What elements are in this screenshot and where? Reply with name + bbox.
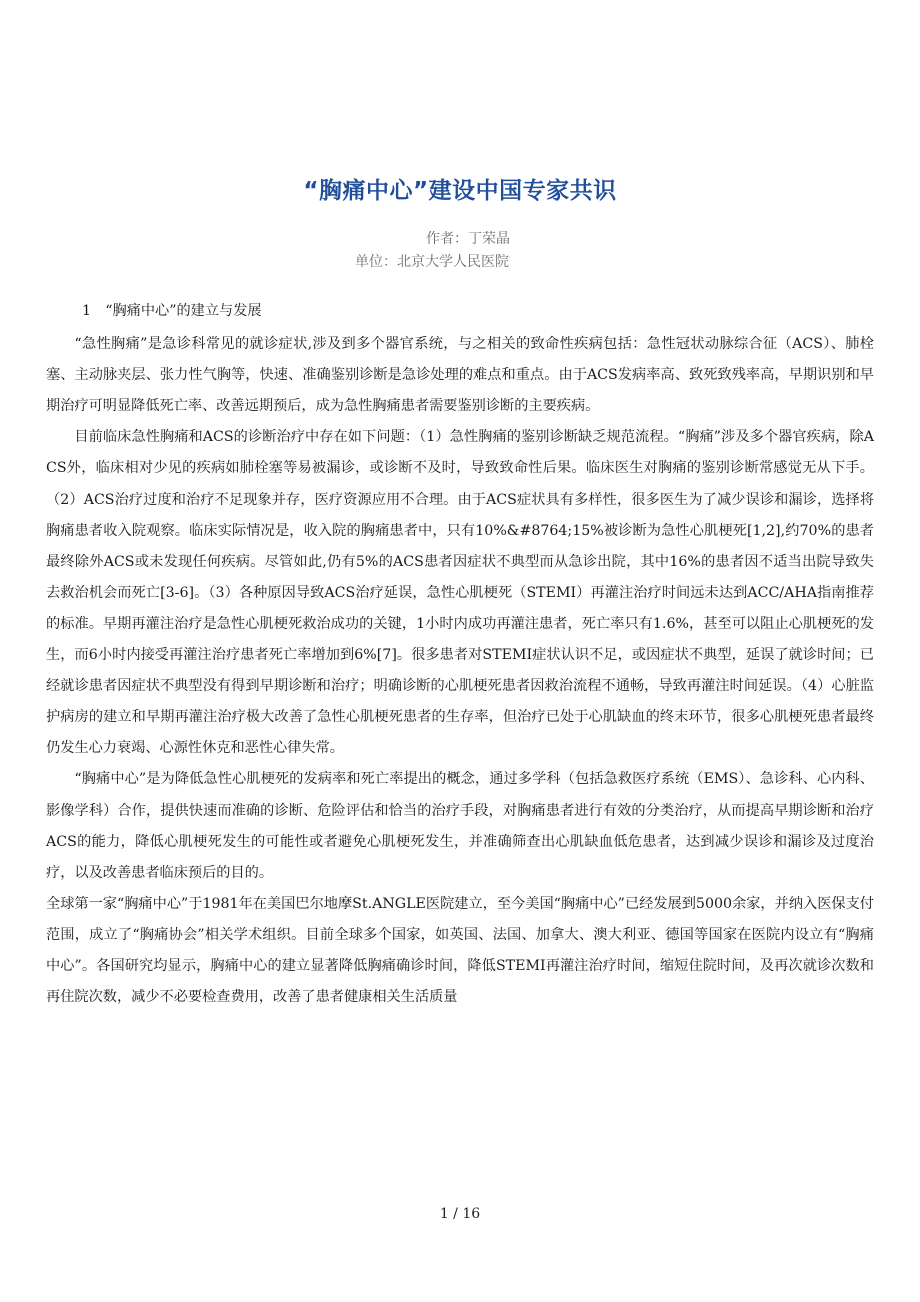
author-line: 作者：丁荣晶 bbox=[426, 231, 510, 247]
document-body bbox=[46, 296, 874, 1013]
affiliation-line: 单位：北京大学人民医院 bbox=[355, 254, 509, 270]
document-title: “胸痛中心”建设中国专家共识 bbox=[303, 178, 617, 204]
paragraph: “急性胸痛”是急诊科常见的就诊症状,涉及到多个器官系统，与之相关的致命性疾病包括：急性冠状动脉综合征（ACS）、肺栓塞、主动脉夹层、张力性气胸等，快速、准确鉴别诊断是急诊处理的难点和重点。由于ACS发病率高、致死致残率高，早期识别和早期治疗可明显降低死亡率、改善远期预后，成为急性胸痛患者需要鉴别诊断的主要疾病。 bbox=[46, 336, 874, 415]
section-heading: 1 “胸痛中心”的建立与发展 bbox=[82, 303, 262, 319]
page-number: 1 / 16 bbox=[439, 1206, 481, 1222]
paragraph: “胸痛中心”是为降低急性心肌梗死的发病率和死亡率提出的概念，通过多学科（包括急救医疗系统（EMS）、急诊科、心内科、影像学科）合作，提供快速而准确的诊断、危险评估和恰当的治疗手段，对胸痛患者进行有效的分类治疗，从而提高早期诊断和治疗ACS的能力，降低心肌梗死发生的可能性或者避免心肌梗死发生，并准确筛查出心肌缺血低危患者，达到减少误诊和漏诊及过度治疗，以及改善患者临床预后的目的。 bbox=[46, 771, 874, 881]
paragraph: 目前临床急性胸痛和ACS的诊断治疗中存在如下问题：（1）急性胸痛的鉴别诊断缺乏规范流程。“胸痛”涉及多个器官疾病，除ACS外，临床相对少见的疾病如肺栓塞等易被漏诊，或诊断不及时，导致致命性后果。临床医生对胸痛的鉴别诊断常感觉无从下手。（2）ACS治疗过度和治疗不足现象并存，医疗资源应用不合理。由于ACS症状具有多样性，很多医生为了减少误诊和漏诊，选择将胸痛患者收入院观察。临床实际情况是，收入院的胸痛患者中，只有10%&#8764;15%被诊断为急性心肌梗死[1,2],约70%的患者最终除外ACS或未发现任何疾病。尽管如此,仍有5%的ACS患者因症状不典型而从急诊出院，其中16%的患者因不适当出院导致失去救治机会而死亡[3-6]。（3）各种原因导致ACS治疗延误，急性心肌梗死（STEMI）再灌注治疗时间远未达到ACC/AHA指南推荐的标准。早期再灌注治疗是急性心肌梗死救治成功的关键，1小时内成功再灌注患者，死亡率只有1.6%，甚至可以阻止心肌梗死的发生，而6小时内接受再灌注治疗患者死亡率增加到6%[7]。很多患者对STEMI症状认识不足，或因症状不典型，延误了就诊时间；已经就诊患者因症状不典型没有得到早期诊断和治疗；明确诊断的心肌梗死患者因救治流程不通畅，导致再灌注时间延误。（4）心脏监护病房的建立和早期再灌注治疗极大改善了急性心肌梗死患者的生存率，但治疗已处于心肌缺血的终末环节，很多心肌梗死患者最终仍发生心力衰竭、心源性休克和恶性心律失常。 bbox=[46, 429, 874, 757]
paragraph: 全球第一家“胸痛中心”于1981年在美国巴尔地摩St.ANGLE医院建立，至今美国“胸痛中心”已经发展到5000余家，并纳入医保支付范围，成立了“胸痛协会”相关学术组织。目前全球多个国家，如英国、法国、加拿大、澳大利亚、德国等国家在医院内设立有“胸痛中心”。各国研究均显示，胸痛中心的建立显著降低胸痛确诊时间，降低STEMI再灌注治疗时间，缩短住院时间，及再次就诊次数和再住院次数，减少不必要检查费用，改善了患者健康相关生活质量 bbox=[46, 895, 874, 1006]
